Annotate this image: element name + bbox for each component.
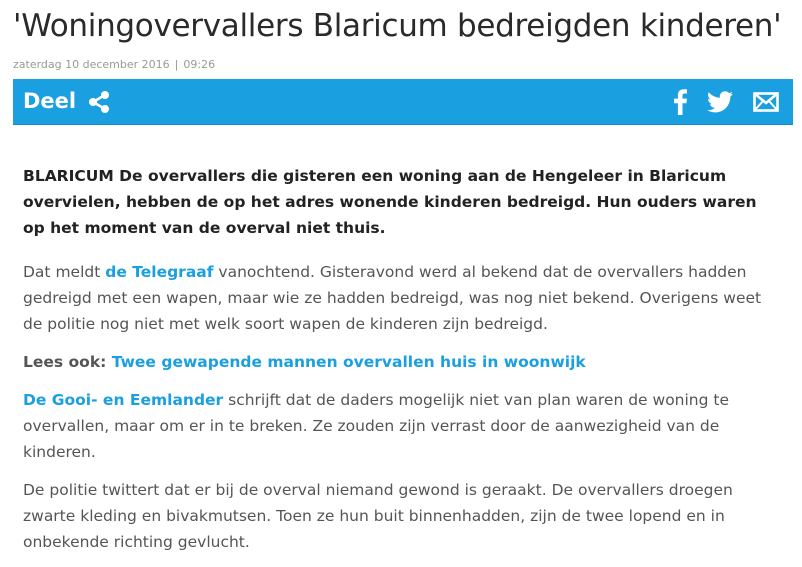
meta-separator: | bbox=[174, 58, 179, 71]
article-time: 09:26 bbox=[183, 58, 216, 71]
link-telegraaf[interactable]: de Telegraaf bbox=[105, 263, 214, 281]
share-bar bbox=[13, 79, 793, 125]
paragraph-1 bbox=[23, 259, 783, 337]
read-also-link[interactable]: Twee gewapende mannen overvallen huis in woonwijk bbox=[111, 353, 586, 371]
paragraph-3: De politie twittert dat er bij de overval niemand gewond is geraakt. De overvallers droegen zwarte kleding en bivakmutsen. Toen ze hun buit binnenhadden, zijn de twee lopend en in onbekende richting gevlucht. bbox=[23, 481, 733, 551]
article-body bbox=[23, 163, 783, 567]
article-title: 'Woningovervallers Blaricum bedreigden kinderen' bbox=[13, 8, 782, 44]
mail-icon[interactable] bbox=[753, 92, 779, 112]
paragraph-2 bbox=[23, 387, 783, 465]
share-icon bbox=[86, 89, 112, 115]
twitter-icon[interactable] bbox=[707, 91, 733, 113]
share-label: Deel bbox=[23, 89, 77, 113]
article-date: zaterdag 10 december 2016 bbox=[13, 58, 170, 71]
share-button[interactable] bbox=[23, 79, 112, 124]
read-also-label: Lees ook: bbox=[23, 353, 107, 371]
paragraph-2-after: schrijft dat de daders mogelijk niet van plan waren de woning te overvallen, maar om er in te breken. Ze zouden zijn verrast door de aanwezigheid van de kinderen. bbox=[23, 391, 730, 461]
read-also bbox=[23, 349, 783, 375]
article-meta bbox=[13, 58, 215, 71]
social-links bbox=[673, 79, 779, 124]
article-lead: BLARICUM De overvallers die gisteren een woning aan de Hengeleer in Blaricum overvielen, hebben de op het adres wonende kinderen bedreigd. Hun ouders waren op het moment van de overval niet thuis. bbox=[23, 167, 757, 237]
link-gooi-eemlander[interactable]: De Gooi- en Eemlander bbox=[23, 391, 224, 409]
paragraph-1-before: Dat meldt bbox=[23, 263, 106, 281]
facebook-icon[interactable] bbox=[673, 89, 687, 115]
paragraph-1-after: vanochtend. Gisteravond werd al bekend dat de overvallers hadden gedreigd met een wapen, maar wie ze hadden bedreigd, was nog niet bekend. Overigens weet de politie nog niet met welk soort wapen de kinderen zijn bedreigd. bbox=[23, 263, 762, 333]
